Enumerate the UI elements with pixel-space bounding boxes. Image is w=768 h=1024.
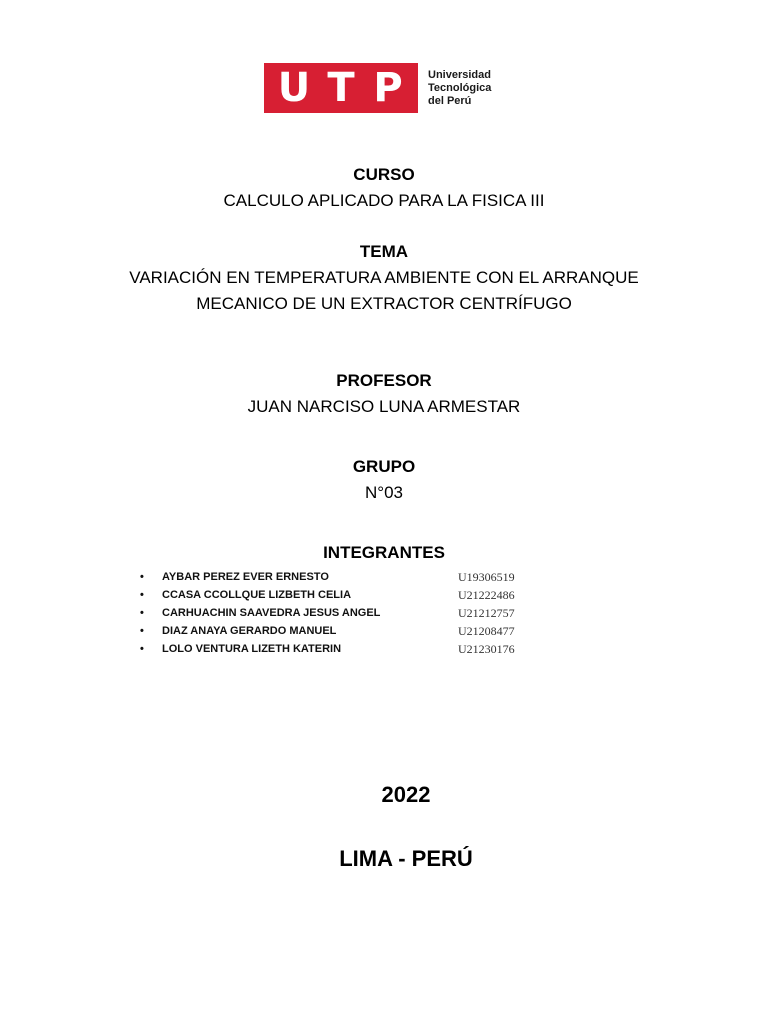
grupo-heading: GRUPO xyxy=(352,457,416,476)
member-name: CARHUACHIN SAAVEDRA JESUS ANGEL xyxy=(162,607,381,619)
location-section xyxy=(22,846,768,872)
integrantes-heading: INTEGRANTES xyxy=(323,543,445,562)
location: LIMA - PERÚ xyxy=(339,846,473,871)
tema-section xyxy=(0,239,768,317)
members-list xyxy=(140,568,600,658)
curso-value: CALCULO APLICADO PARA LA FISICA III xyxy=(223,191,545,210)
bullet-icon: • xyxy=(140,607,144,619)
tema-line-1: VARIACIÓN EN TEMPERATURA AMBIENTE CON EL ARRANQUE xyxy=(129,268,639,287)
member-name: DIAZ ANAYA GERARDO MANUEL xyxy=(162,625,337,637)
curso-heading: CURSO xyxy=(353,165,415,184)
logo-letter-p: P xyxy=(373,65,403,111)
bullet-icon: • xyxy=(140,625,144,637)
list-item xyxy=(140,586,600,604)
member-code: U21212757 xyxy=(458,606,515,620)
member-code: U21230176 xyxy=(458,642,515,656)
integrantes-section xyxy=(0,540,768,566)
list-item xyxy=(140,604,600,622)
member-code: U19306519 xyxy=(458,570,515,584)
utp-logo-wordmark xyxy=(428,69,491,108)
bullet-icon: • xyxy=(140,571,144,583)
member-name: LOLO VENTURA LIZETH KATERIN xyxy=(162,643,342,655)
member-code: U21208477 xyxy=(458,624,515,638)
grupo-value: N°03 xyxy=(365,483,403,502)
member-name: CCASA CCOLLQUE LIZBETH CELIA xyxy=(162,589,352,601)
utp-logo-mark xyxy=(264,63,418,113)
list-item xyxy=(140,622,600,640)
logo-text-line-2: Tecnológica xyxy=(428,81,492,94)
logo-letter-t: T xyxy=(327,65,355,111)
bullet-icon: • xyxy=(140,643,144,655)
logo-text-line-1: Universidad xyxy=(428,68,491,81)
member-code: U21222486 xyxy=(458,588,515,602)
year: 2022 xyxy=(381,782,431,807)
grupo-section xyxy=(0,454,768,506)
year-section xyxy=(22,782,768,808)
member-name: AYBAR PEREZ EVER ERNESTO xyxy=(162,571,329,583)
profesor-value: JUAN NARCISO LUNA ARMESTAR xyxy=(247,397,521,416)
curso-section xyxy=(0,162,768,214)
logo-letter-u: U xyxy=(277,65,311,111)
tema-line-2: MECANICO DE UN EXTRACTOR CENTRÍFUGO xyxy=(196,294,572,313)
bullet-icon: • xyxy=(140,589,144,601)
profesor-section xyxy=(0,368,768,420)
list-item xyxy=(140,640,600,658)
profesor-heading: PROFESOR xyxy=(336,371,432,390)
list-item xyxy=(140,568,600,586)
utp-logo xyxy=(264,63,491,113)
tema-heading: TEMA xyxy=(359,242,409,261)
logo-text-line-3: del Perú xyxy=(428,94,472,107)
